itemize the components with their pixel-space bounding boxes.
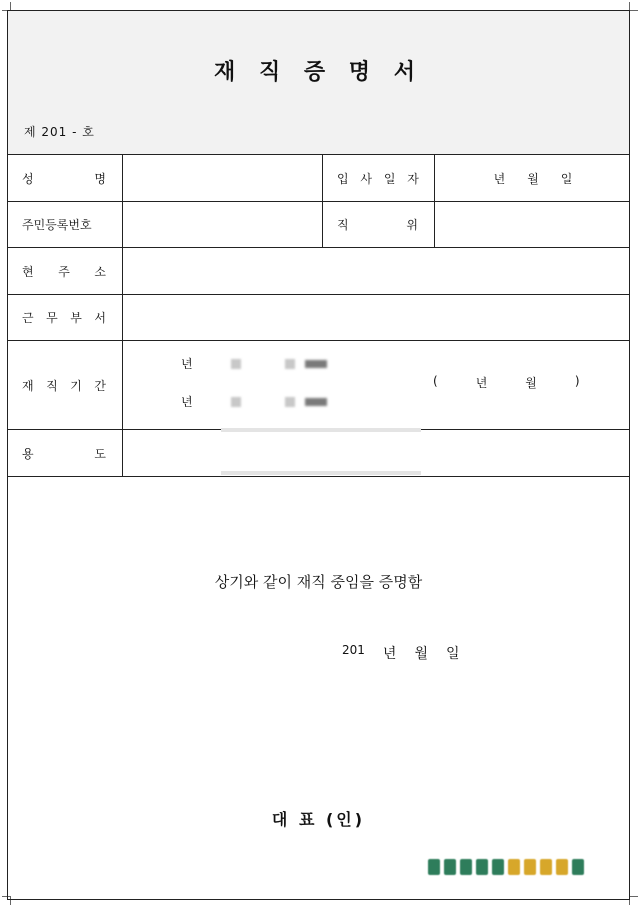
- redacted-mark: [231, 397, 241, 407]
- document-title: 재 직 증 명 서: [214, 59, 423, 85]
- representative-signature: 대 표 (인): [271, 810, 366, 829]
- page-corner-marker: [629, 896, 638, 905]
- employment-period-label: 재 직 기 간: [22, 378, 106, 393]
- position-value[interactable]: [434, 202, 631, 247]
- redaction-bar: [221, 471, 421, 475]
- hire-date-label: 입 사 일 자: [322, 155, 434, 201]
- document-number: 제 201 - 호: [24, 125, 95, 139]
- redacted-mark: [231, 359, 241, 369]
- department-label: 근 무 부 서: [22, 311, 106, 325]
- name-row: [8, 155, 629, 202]
- title-section: [8, 11, 629, 155]
- period-end-line: 년: [181, 393, 327, 410]
- redacted-mark: [305, 360, 327, 368]
- period-total: ( 년 월 ): [433, 374, 580, 390]
- redacted-mark: [285, 397, 295, 407]
- redacted-mark: [305, 398, 327, 406]
- page-corner-marker: [629, 2, 638, 11]
- issue-date: 201 년 월 일: [342, 643, 460, 662]
- blog-watermark-logo: [428, 859, 584, 875]
- address-label: 현 주 소: [22, 264, 106, 279]
- address-value[interactable]: [122, 248, 631, 294]
- department-row: [8, 295, 629, 341]
- department-value[interactable]: [122, 295, 631, 340]
- purpose-label: 용 도: [22, 446, 106, 461]
- hire-date-value[interactable]: 년 월 일: [434, 155, 631, 201]
- purpose-row: [8, 430, 629, 477]
- period-start-line: 년: [181, 355, 327, 372]
- position-label: 직 위: [322, 202, 434, 247]
- employment-period-row: [8, 341, 629, 430]
- employment-certificate-form: [7, 10, 630, 900]
- certification-statement: 상기와 같이 재직 중임을 증명함: [214, 573, 423, 591]
- rrn-label: 주민등록번호: [22, 218, 92, 232]
- address-row: [8, 248, 629, 295]
- purpose-value[interactable]: [122, 430, 631, 476]
- rrn-value[interactable]: [122, 202, 322, 247]
- name-label: 성 명: [22, 171, 106, 186]
- employment-period-value[interactable]: [122, 341, 631, 429]
- redacted-mark: [285, 359, 295, 369]
- rrn-row: [8, 202, 629, 248]
- name-value[interactable]: [122, 155, 322, 201]
